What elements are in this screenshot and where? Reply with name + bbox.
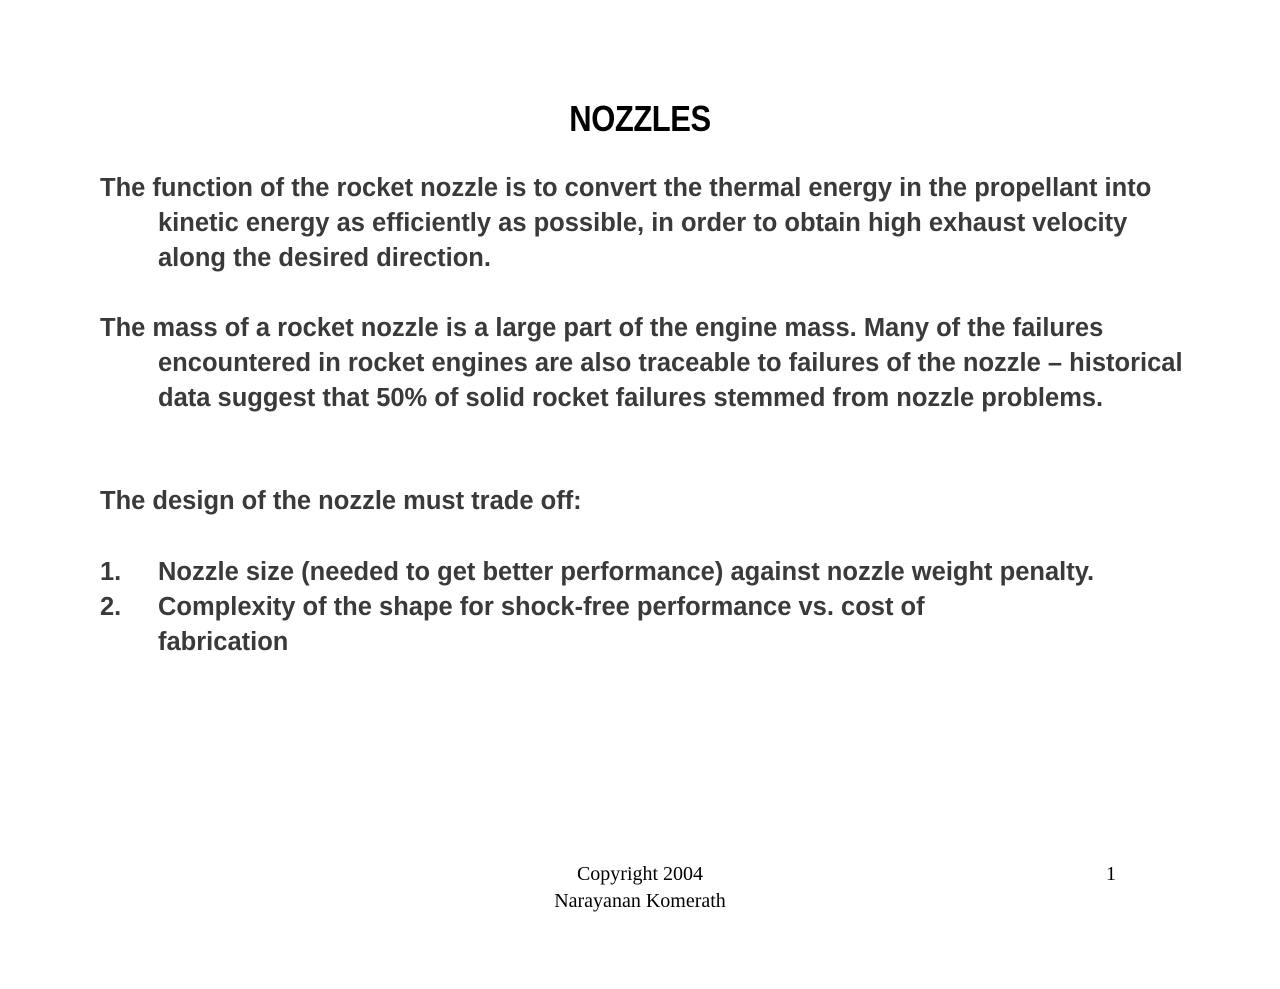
copyright-text: Copyright 2004 (576, 863, 704, 885)
paragraph-mass: The mass of a rocket nozzle is a large part of the engine mass. Many of the failures encountered in rocket engines are also traceable to failures of the nozzle – historical data suggest that 50% of solid rocket failures stemmed from nozzle problems. (100, 314, 1183, 412)
page-title: NOZZLES (569, 98, 711, 139)
paragraph-function: The function of the rocket nozzle is to convert the thermal energy in the propellant into kinetic energy as efficiently as possible, in order to obtain high exhaust velocity along the desired direction. (100, 174, 1152, 272)
tradeoff-list (100, 555, 1160, 660)
page-number: 1 (1106, 863, 1116, 885)
list-item-text: Nozzle size (needed to get better performance) against nozzle weight penalty. (158, 558, 1095, 586)
list-item (100, 590, 1160, 660)
author-name: Narayanan Komerath (554, 890, 726, 912)
paragraph-design: The design of the nozzle must trade off: (100, 487, 582, 515)
list-item-number: 1. (100, 558, 122, 586)
list-item-number: 2. (100, 593, 122, 621)
footer-copyright (0, 861, 1280, 915)
list-item (100, 555, 1160, 590)
list-item-text: Complexity of the shape for shock-free performance vs. cost of fabrication (158, 593, 925, 656)
